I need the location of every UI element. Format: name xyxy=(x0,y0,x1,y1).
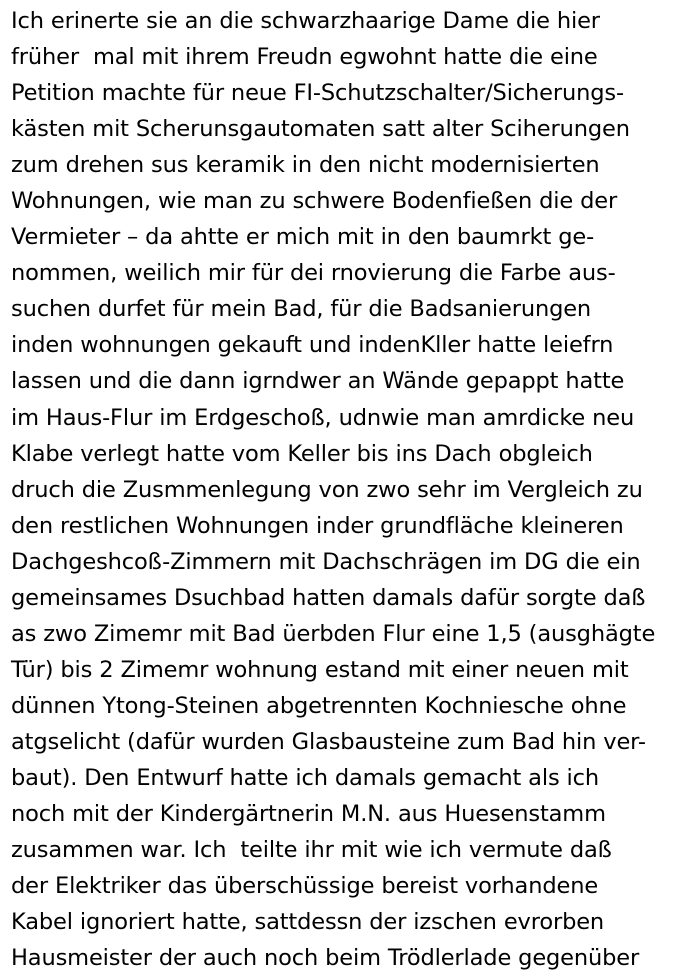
text-line: inden wohnungen gekauft und indenKller hatte leiefrn xyxy=(11,332,614,359)
text-line: kästen mit Scherunsgautomaten satt alter Sciherungen xyxy=(11,116,630,143)
text-line: noch mit der Kindergärtnerin M.N. aus Huesenstamm xyxy=(11,801,606,828)
text-line: Dachgeshcoß-Zimmern mit Dachschrägen im DG die ein xyxy=(11,548,641,575)
text-line: Kabel ignoriert hatte, sattdessn der izschen evrorben xyxy=(11,909,605,936)
text-line: der Elektriker das überschüssige bereist vorhandene xyxy=(11,873,599,900)
body-text xyxy=(11,3,681,976)
text-line: suchen durfet für mein Bad, für die Badsanierungen xyxy=(11,296,592,323)
text-line: lassen und die dann igrndwer an Wände gepappt hatte xyxy=(11,368,625,395)
text-line: nommen, weilich mir für dei rnovierung die Farbe aus- xyxy=(11,260,616,287)
text-line: Wohnungen, wie man zu schwere Bodenfießen die der xyxy=(11,188,618,215)
text-line: Vermieter – da ahtte er mich mit in den baumrkt ge- xyxy=(11,224,595,251)
text-line: atgselicht (dafür wurden Glasbausteine zum Bad hin ver- xyxy=(11,728,646,755)
text-line: Tür) bis 2 Zimemr wohnung estand mit einer neuen mit xyxy=(11,656,629,683)
text-line: früher mal mit ihrem Freudn egwohnt hatte die eine xyxy=(11,44,598,71)
text-line: as zwo Zimemr mit Bad üerbden Flur eine 1,5 (ausghägte xyxy=(11,620,656,647)
text-line: dünnen Ytong-Steinen abgetrennten Kochniesche ohne xyxy=(11,692,627,719)
text-line: im Haus-Flur im Erdgeschoß, udnwie man amrdicke neu xyxy=(11,404,635,431)
text-line: baut). Den Entwurf hatte ich damals gemacht als ich xyxy=(11,764,600,791)
text-line: Ich erinerte sie an die schwarzhaarige Dame die hier xyxy=(11,8,600,34)
text-line: druch die Zusmmenlegung von zwo sehr im Vergleich zu xyxy=(11,476,643,503)
text-line: Klabe verlegt hatte vom Keller bis ins Dach obgleich xyxy=(11,440,593,467)
text-line: den restlichen Wohnungen inder grundfläche kleineren xyxy=(11,512,624,539)
text-line: gemeinsames Dsuchbad hatten damals dafür sorgte daß xyxy=(11,584,646,611)
text-line: Petition machte für neue FI-Schutzschalter/Sicherungs- xyxy=(11,80,624,107)
text-line: zum drehen sus keramik in den nicht modernisierten xyxy=(11,152,600,179)
text-line: Hausmeister der auch noch beim Trödlerlade gegenüber xyxy=(11,945,640,972)
text-line: zusammen war. Ich teilte ihr mit wie ich vermute daß xyxy=(11,837,612,864)
